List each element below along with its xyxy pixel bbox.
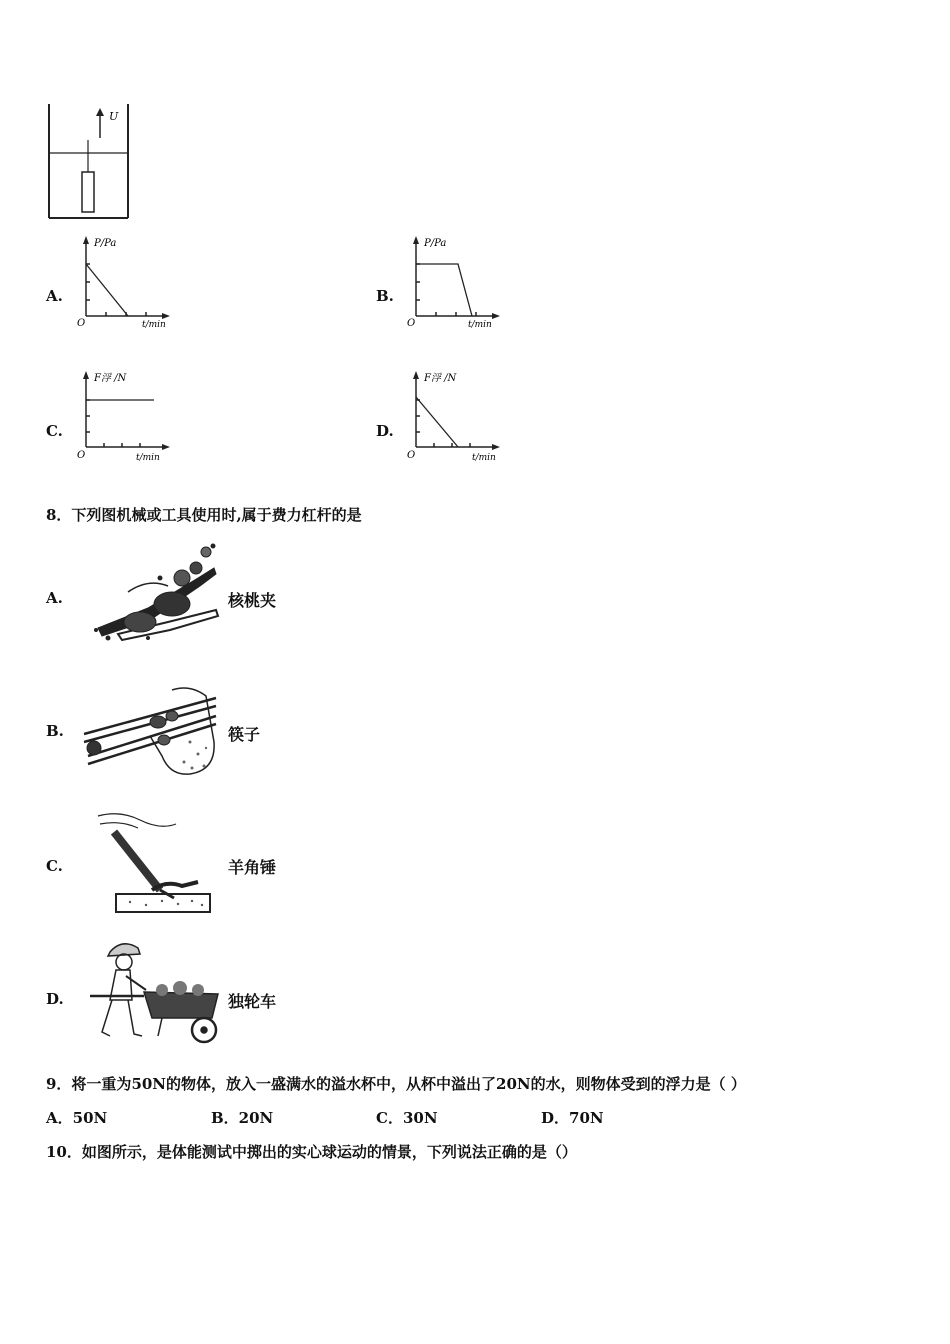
- q8-option-c-name: 羊角锤: [228, 858, 277, 877]
- q8-option-b-name: 筷子: [228, 725, 261, 744]
- q8-option-a-name: 核桃夹: [228, 591, 277, 610]
- graph-line: [416, 397, 458, 447]
- svg-text:t/min: t/min: [472, 453, 496, 463]
- q7-option-d-label[interactable]: D.: [376, 422, 394, 440]
- velocity-label: U: [109, 110, 119, 123]
- q9-question-text: 9．将一重为50N的物体，放入一盛满水的溢水杯中，从杯中溢出了20N的水，则物体受到的浮力是（ ）: [46, 1075, 746, 1093]
- q9-option-a[interactable]: A．50N: [46, 1109, 108, 1127]
- chopsticks-image[interactable]: [80, 682, 220, 782]
- q7-option-a-label[interactable]: A.: [46, 287, 63, 305]
- nutcracker-image[interactable]: [88, 538, 223, 650]
- svg-text:P/Pa: P/Pa: [94, 238, 117, 249]
- q9-option-c[interactable]: C．30N: [376, 1109, 438, 1127]
- q8-option-c-label[interactable]: C.: [46, 857, 63, 875]
- q7-graph-a[interactable]: [72, 232, 174, 330]
- q7-option-b-label[interactable]: B.: [376, 287, 394, 305]
- svg-text:t/min: t/min: [468, 320, 492, 330]
- q7-option-c-label[interactable]: C.: [46, 422, 63, 440]
- q8-question-text: 8．下列图机械或工具使用时,属于费力杠杆的是: [46, 506, 362, 524]
- q8-option-a-label[interactable]: A.: [46, 589, 63, 607]
- svg-text:t/min: t/min: [136, 453, 160, 463]
- svg-text:O: O: [77, 450, 86, 461]
- svg-text:P/Pa: P/Pa: [424, 238, 447, 249]
- wheelbarrow-image[interactable]: [82, 936, 228, 1048]
- q9-option-b[interactable]: B．20N: [211, 1109, 274, 1127]
- graph-line: [86, 264, 128, 316]
- q7-graph-c[interactable]: [72, 367, 174, 465]
- graph-line: [416, 264, 472, 316]
- q8-option-d-label[interactable]: D.: [46, 990, 64, 1008]
- claw-hammer-image[interactable]: [90, 806, 215, 918]
- svg-text:O: O: [407, 318, 416, 329]
- svg-text:t/min: t/min: [142, 320, 166, 330]
- q8-option-d-name: 独轮车: [228, 992, 277, 1011]
- q9-option-d[interactable]: D．70N: [541, 1109, 604, 1127]
- q8-option-b-label[interactable]: B.: [46, 722, 64, 740]
- svg-text:F浮 /N: F浮 /N: [424, 373, 457, 384]
- arrow-head: [96, 108, 104, 116]
- q10-question-text: 10．如图所示，是体能测试中掷出的实心球运动的情景，下列说法正确的是（）: [46, 1143, 577, 1161]
- object-block: [82, 172, 94, 212]
- svg-text:O: O: [77, 318, 86, 329]
- svg-text:F浮 /N: F浮 /N: [94, 373, 127, 384]
- q7-graph-d[interactable]: [402, 367, 504, 465]
- svg-text:O: O: [407, 450, 416, 461]
- beaker-figure: [44, 100, 134, 222]
- q7-graph-b[interactable]: [402, 232, 504, 330]
